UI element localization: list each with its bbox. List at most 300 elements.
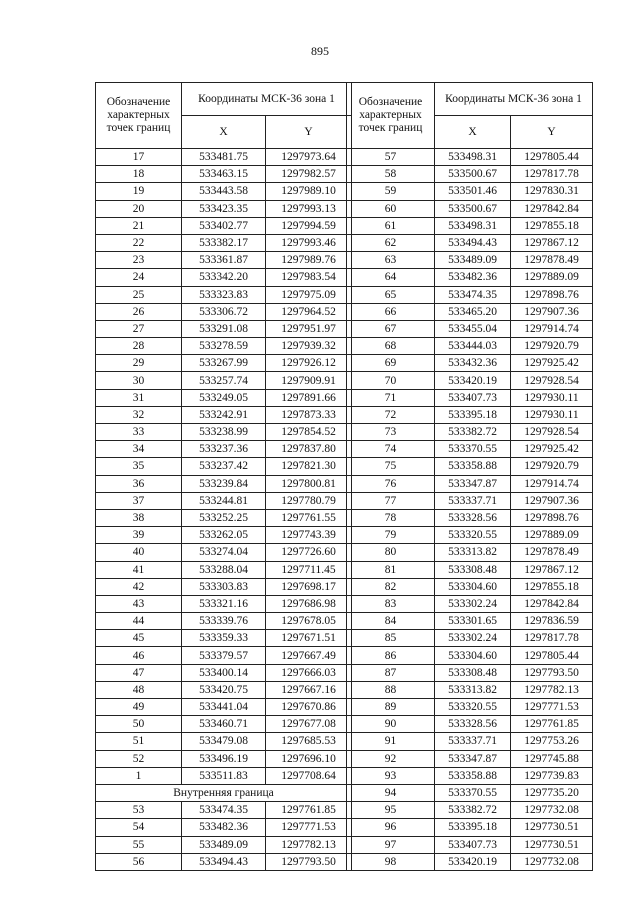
y-coordinate: 1297761.85 bbox=[266, 802, 352, 819]
table-row bbox=[96, 578, 352, 595]
x-coordinate: 533304.60 bbox=[435, 578, 511, 595]
point-number: 56 bbox=[96, 853, 182, 870]
x-coordinate: 533501.46 bbox=[435, 183, 511, 200]
y-coordinate: 1297667.16 bbox=[266, 681, 352, 698]
point-number: 57 bbox=[347, 149, 435, 166]
y-coordinate: 1297964.52 bbox=[266, 303, 352, 320]
point-number: 92 bbox=[347, 750, 435, 767]
y-coordinate: 1297920.79 bbox=[511, 458, 593, 475]
x-coordinate: 533237.42 bbox=[182, 458, 266, 475]
point-number: 35 bbox=[96, 458, 182, 475]
point-number: 86 bbox=[347, 647, 435, 664]
point-number: 45 bbox=[96, 630, 182, 647]
x-coordinate: 533308.48 bbox=[435, 561, 511, 578]
y-coordinate: 1297753.26 bbox=[511, 733, 593, 750]
y-coordinate: 1297878.49 bbox=[511, 544, 593, 561]
x-coordinate: 533498.31 bbox=[435, 217, 511, 234]
point-number: 26 bbox=[96, 303, 182, 320]
table-row bbox=[347, 166, 593, 183]
x-coordinate: 533328.56 bbox=[435, 509, 511, 526]
y-coordinate: 1297889.09 bbox=[511, 527, 593, 544]
table-row bbox=[347, 509, 593, 526]
point-number: 36 bbox=[96, 475, 182, 492]
table-row bbox=[96, 338, 352, 355]
table-row bbox=[347, 716, 593, 733]
x-coordinate: 533244.81 bbox=[182, 492, 266, 509]
x-coordinate: 533407.73 bbox=[435, 389, 511, 406]
y-coordinate: 1297821.30 bbox=[266, 458, 352, 475]
table-row bbox=[347, 664, 593, 681]
table-row bbox=[347, 561, 593, 578]
point-number: 49 bbox=[96, 699, 182, 716]
x-coordinate: 533337.71 bbox=[435, 733, 511, 750]
y-coordinate: 1297805.44 bbox=[511, 647, 593, 664]
point-number: 85 bbox=[347, 630, 435, 647]
table-row bbox=[96, 664, 352, 681]
x-coordinate: 533347.87 bbox=[435, 475, 511, 492]
x-coordinate: 533278.59 bbox=[182, 338, 266, 355]
point-number: 66 bbox=[347, 303, 435, 320]
table-row bbox=[347, 338, 593, 355]
point-number: 51 bbox=[96, 733, 182, 750]
table-row bbox=[96, 595, 352, 612]
y-coordinate: 1297989.10 bbox=[266, 183, 352, 200]
y-coordinate: 1297670.86 bbox=[266, 699, 352, 716]
table-row bbox=[96, 561, 352, 578]
point-number: 24 bbox=[96, 269, 182, 286]
table-row bbox=[96, 149, 352, 166]
y-coordinate: 1297855.18 bbox=[511, 217, 593, 234]
table-row bbox=[347, 234, 593, 251]
point-number: 93 bbox=[347, 767, 435, 784]
table-row bbox=[96, 269, 352, 286]
point-number: 29 bbox=[96, 355, 182, 372]
x-coordinate: 533482.36 bbox=[435, 269, 511, 286]
y-coordinate: 1297889.09 bbox=[511, 269, 593, 286]
y-coordinate: 1297730.51 bbox=[511, 819, 593, 836]
y-coordinate: 1297891.66 bbox=[266, 389, 352, 406]
y-coordinate: 1297878.49 bbox=[511, 252, 593, 269]
y-coordinate: 1297925.42 bbox=[511, 441, 593, 458]
y-coordinate: 1297745.88 bbox=[511, 750, 593, 767]
y-coordinate: 1297975.09 bbox=[266, 286, 352, 303]
x-coordinate: 533482.36 bbox=[182, 819, 266, 836]
table-row bbox=[96, 234, 352, 251]
y-coordinate: 1297855.18 bbox=[511, 578, 593, 595]
table-row bbox=[347, 836, 593, 853]
point-number: 48 bbox=[96, 681, 182, 698]
table-row bbox=[96, 630, 352, 647]
table-row bbox=[96, 802, 352, 819]
point-number: 52 bbox=[96, 750, 182, 767]
x-coordinate: 533420.75 bbox=[182, 681, 266, 698]
x-coordinate: 533358.88 bbox=[435, 458, 511, 475]
y-coordinate: 1297686.98 bbox=[266, 595, 352, 612]
y-coordinate: 1297928.54 bbox=[511, 424, 593, 441]
table-row bbox=[347, 613, 593, 630]
y-coordinate: 1297771.53 bbox=[266, 819, 352, 836]
x-coordinate: 533489.09 bbox=[182, 836, 266, 853]
table-row bbox=[347, 303, 593, 320]
table-row bbox=[347, 595, 593, 612]
table-row bbox=[347, 647, 593, 664]
x-coordinate: 533304.60 bbox=[435, 647, 511, 664]
table-row bbox=[347, 802, 593, 819]
y-coordinate: 1297830.31 bbox=[511, 183, 593, 200]
header-designation: Обозначение характерных точек границ bbox=[96, 83, 182, 149]
point-number: 38 bbox=[96, 509, 182, 526]
y-coordinate: 1297726.60 bbox=[266, 544, 352, 561]
y-coordinate: 1297983.54 bbox=[266, 269, 352, 286]
point-number: 73 bbox=[347, 424, 435, 441]
table-row bbox=[96, 355, 352, 372]
y-coordinate: 1297837.80 bbox=[266, 441, 352, 458]
point-number: 27 bbox=[96, 320, 182, 337]
x-coordinate: 533465.20 bbox=[435, 303, 511, 320]
table-row bbox=[96, 681, 352, 698]
y-coordinate: 1297920.79 bbox=[511, 338, 593, 355]
table-row bbox=[96, 613, 352, 630]
y-coordinate: 1297898.76 bbox=[511, 509, 593, 526]
x-coordinate: 533498.31 bbox=[435, 149, 511, 166]
x-coordinate: 533382.72 bbox=[435, 802, 511, 819]
y-coordinate: 1297928.54 bbox=[511, 372, 593, 389]
table-row bbox=[96, 853, 352, 870]
x-coordinate: 533423.35 bbox=[182, 200, 266, 217]
x-coordinate: 533321.16 bbox=[182, 595, 266, 612]
table-row bbox=[347, 578, 593, 595]
point-number: 58 bbox=[347, 166, 435, 183]
x-coordinate: 533288.04 bbox=[182, 561, 266, 578]
point-number: 54 bbox=[96, 819, 182, 836]
y-coordinate: 1297939.32 bbox=[266, 338, 352, 355]
x-coordinate: 533500.67 bbox=[435, 166, 511, 183]
table-row bbox=[347, 853, 593, 870]
y-coordinate: 1297898.76 bbox=[511, 286, 593, 303]
table-row bbox=[96, 716, 352, 733]
x-coordinate: 533320.55 bbox=[435, 527, 511, 544]
y-coordinate: 1297732.08 bbox=[511, 853, 593, 870]
point-number: 69 bbox=[347, 355, 435, 372]
header-coords: Координаты МСК-36 зона 1 bbox=[182, 83, 352, 116]
table-row bbox=[96, 441, 352, 458]
x-coordinate: 533481.75 bbox=[182, 149, 266, 166]
table-row bbox=[96, 406, 352, 423]
table-row bbox=[347, 441, 593, 458]
y-coordinate: 1297708.64 bbox=[266, 767, 352, 784]
y-coordinate: 1297667.49 bbox=[266, 647, 352, 664]
x-coordinate: 533444.03 bbox=[435, 338, 511, 355]
point-number: 80 bbox=[347, 544, 435, 561]
table-row bbox=[347, 183, 593, 200]
y-coordinate: 1297973.64 bbox=[266, 149, 352, 166]
point-number: 31 bbox=[96, 389, 182, 406]
table-row bbox=[96, 767, 352, 784]
table-row bbox=[347, 252, 593, 269]
table-row bbox=[96, 819, 352, 836]
x-coordinate: 533328.56 bbox=[435, 716, 511, 733]
y-coordinate: 1297873.33 bbox=[266, 406, 352, 423]
x-coordinate: 533494.43 bbox=[182, 853, 266, 870]
x-coordinate: 533242.91 bbox=[182, 406, 266, 423]
point-number: 43 bbox=[96, 595, 182, 612]
y-coordinate: 1297930.11 bbox=[511, 389, 593, 406]
table-row bbox=[96, 458, 352, 475]
point-number: 19 bbox=[96, 183, 182, 200]
y-coordinate: 1297780.79 bbox=[266, 492, 352, 509]
point-number: 46 bbox=[96, 647, 182, 664]
point-number: 37 bbox=[96, 492, 182, 509]
table-row bbox=[96, 320, 352, 337]
table-row bbox=[347, 784, 593, 801]
y-coordinate: 1297817.78 bbox=[511, 166, 593, 183]
y-coordinate: 1297739.83 bbox=[511, 767, 593, 784]
y-coordinate: 1297907.36 bbox=[511, 492, 593, 509]
point-number: 23 bbox=[96, 252, 182, 269]
y-coordinate: 1297982.57 bbox=[266, 166, 352, 183]
point-number: 20 bbox=[96, 200, 182, 217]
x-coordinate: 533382.17 bbox=[182, 234, 266, 251]
point-number: 28 bbox=[96, 338, 182, 355]
x-coordinate: 533337.71 bbox=[435, 492, 511, 509]
table-row bbox=[96, 183, 352, 200]
x-coordinate: 533308.48 bbox=[435, 664, 511, 681]
table-row bbox=[347, 149, 593, 166]
table-row bbox=[347, 492, 593, 509]
x-coordinate: 533460.71 bbox=[182, 716, 266, 733]
y-coordinate: 1297993.13 bbox=[266, 200, 352, 217]
table-row bbox=[347, 750, 593, 767]
y-coordinate: 1297782.13 bbox=[511, 681, 593, 698]
x-coordinate: 533463.15 bbox=[182, 166, 266, 183]
x-coordinate: 533237.36 bbox=[182, 441, 266, 458]
table-row bbox=[347, 200, 593, 217]
x-coordinate: 533323.83 bbox=[182, 286, 266, 303]
y-coordinate: 1297678.05 bbox=[266, 613, 352, 630]
point-number: 33 bbox=[96, 424, 182, 441]
table-row bbox=[96, 475, 352, 492]
x-coordinate: 533347.87 bbox=[435, 750, 511, 767]
point-number: 81 bbox=[347, 561, 435, 578]
section-label: Внутренняя граница bbox=[96, 784, 352, 801]
y-coordinate: 1297711.45 bbox=[266, 561, 352, 578]
y-coordinate: 1297930.11 bbox=[511, 406, 593, 423]
x-coordinate: 533361.87 bbox=[182, 252, 266, 269]
x-coordinate: 533239.84 bbox=[182, 475, 266, 492]
point-number: 87 bbox=[347, 664, 435, 681]
coordinates-table-right bbox=[346, 82, 593, 871]
table-row bbox=[347, 630, 593, 647]
point-number: 42 bbox=[96, 578, 182, 595]
point-number: 78 bbox=[347, 509, 435, 526]
point-number: 39 bbox=[96, 527, 182, 544]
x-coordinate: 533496.19 bbox=[182, 750, 266, 767]
y-coordinate: 1297989.76 bbox=[266, 252, 352, 269]
point-number: 40 bbox=[96, 544, 182, 561]
table-row bbox=[96, 527, 352, 544]
table-row bbox=[347, 699, 593, 716]
point-number: 70 bbox=[347, 372, 435, 389]
table-row bbox=[96, 544, 352, 561]
table-row bbox=[347, 527, 593, 544]
point-number: 77 bbox=[347, 492, 435, 509]
point-number: 50 bbox=[96, 716, 182, 733]
x-coordinate: 533443.58 bbox=[182, 183, 266, 200]
point-number: 60 bbox=[347, 200, 435, 217]
point-number: 68 bbox=[347, 338, 435, 355]
x-coordinate: 533400.14 bbox=[182, 664, 266, 681]
point-number: 76 bbox=[347, 475, 435, 492]
x-coordinate: 533238.99 bbox=[182, 424, 266, 441]
point-number: 79 bbox=[347, 527, 435, 544]
header-coords: Координаты МСК-36 зона 1 bbox=[435, 83, 593, 116]
coordinates-table-left bbox=[95, 82, 352, 871]
point-number: 90 bbox=[347, 716, 435, 733]
point-number: 21 bbox=[96, 217, 182, 234]
y-coordinate: 1297854.52 bbox=[266, 424, 352, 441]
point-number: 1 bbox=[96, 767, 182, 784]
table-row bbox=[347, 424, 593, 441]
y-coordinate: 1297743.39 bbox=[266, 527, 352, 544]
point-number: 71 bbox=[347, 389, 435, 406]
x-coordinate: 533370.55 bbox=[435, 441, 511, 458]
table-row bbox=[347, 819, 593, 836]
point-number: 67 bbox=[347, 320, 435, 337]
x-coordinate: 533395.18 bbox=[435, 819, 511, 836]
x-coordinate: 533262.05 bbox=[182, 527, 266, 544]
y-coordinate: 1297994.59 bbox=[266, 217, 352, 234]
table-row bbox=[347, 372, 593, 389]
table-row bbox=[96, 200, 352, 217]
table-row bbox=[96, 303, 352, 320]
y-coordinate: 1297993.46 bbox=[266, 234, 352, 251]
table-row bbox=[347, 269, 593, 286]
point-number: 25 bbox=[96, 286, 182, 303]
y-coordinate: 1297696.10 bbox=[266, 750, 352, 767]
x-coordinate: 533320.55 bbox=[435, 699, 511, 716]
table-row bbox=[347, 733, 593, 750]
table-row bbox=[347, 320, 593, 337]
y-coordinate: 1297782.13 bbox=[266, 836, 352, 853]
y-coordinate: 1297735.20 bbox=[511, 784, 593, 801]
point-number: 82 bbox=[347, 578, 435, 595]
x-coordinate: 533302.24 bbox=[435, 595, 511, 612]
point-number: 64 bbox=[347, 269, 435, 286]
point-number: 89 bbox=[347, 699, 435, 716]
point-number: 65 bbox=[347, 286, 435, 303]
point-number: 97 bbox=[347, 836, 435, 853]
x-coordinate: 533395.18 bbox=[435, 406, 511, 423]
y-coordinate: 1297730.51 bbox=[511, 836, 593, 853]
table-row bbox=[347, 217, 593, 234]
table-row bbox=[96, 647, 352, 664]
table-row bbox=[96, 217, 352, 234]
x-coordinate: 533257.74 bbox=[182, 372, 266, 389]
x-coordinate: 533500.67 bbox=[435, 200, 511, 217]
y-coordinate: 1297666.03 bbox=[266, 664, 352, 681]
table-row bbox=[96, 166, 352, 183]
table-row bbox=[96, 424, 352, 441]
y-coordinate: 1297914.74 bbox=[511, 475, 593, 492]
x-coordinate: 533359.33 bbox=[182, 630, 266, 647]
x-coordinate: 533432.36 bbox=[435, 355, 511, 372]
section-row bbox=[96, 784, 352, 801]
y-coordinate: 1297907.36 bbox=[511, 303, 593, 320]
x-coordinate: 533274.04 bbox=[182, 544, 266, 561]
x-coordinate: 533511.83 bbox=[182, 767, 266, 784]
y-coordinate: 1297761.85 bbox=[511, 716, 593, 733]
header-x: X bbox=[182, 116, 266, 149]
x-coordinate: 533420.19 bbox=[435, 853, 511, 870]
point-number: 84 bbox=[347, 613, 435, 630]
point-number: 72 bbox=[347, 406, 435, 423]
x-coordinate: 533358.88 bbox=[435, 767, 511, 784]
header-designation: Обозначение характерных точек границ bbox=[347, 83, 435, 149]
y-coordinate: 1297732.08 bbox=[511, 802, 593, 819]
x-coordinate: 533402.77 bbox=[182, 217, 266, 234]
x-coordinate: 533489.09 bbox=[435, 252, 511, 269]
y-coordinate: 1297698.17 bbox=[266, 578, 352, 595]
y-coordinate: 1297867.12 bbox=[511, 234, 593, 251]
point-number: 32 bbox=[96, 406, 182, 423]
table-row bbox=[96, 389, 352, 406]
header-x: X bbox=[435, 116, 511, 149]
page-number: 895 bbox=[311, 44, 329, 58]
table-row bbox=[347, 475, 593, 492]
point-number: 98 bbox=[347, 853, 435, 870]
point-number: 83 bbox=[347, 595, 435, 612]
table-row bbox=[347, 389, 593, 406]
x-coordinate: 533474.35 bbox=[435, 286, 511, 303]
point-number: 59 bbox=[347, 183, 435, 200]
y-coordinate: 1297914.74 bbox=[511, 320, 593, 337]
x-coordinate: 533313.82 bbox=[435, 681, 511, 698]
x-coordinate: 533370.55 bbox=[435, 784, 511, 801]
point-number: 22 bbox=[96, 234, 182, 251]
x-coordinate: 533342.20 bbox=[182, 269, 266, 286]
x-coordinate: 533441.04 bbox=[182, 699, 266, 716]
point-number: 30 bbox=[96, 372, 182, 389]
table-row bbox=[96, 492, 352, 509]
y-coordinate: 1297842.84 bbox=[511, 200, 593, 217]
x-coordinate: 533407.73 bbox=[435, 836, 511, 853]
point-number: 47 bbox=[96, 664, 182, 681]
table-row bbox=[96, 286, 352, 303]
y-coordinate: 1297771.53 bbox=[511, 699, 593, 716]
table-row bbox=[96, 750, 352, 767]
y-coordinate: 1297817.78 bbox=[511, 630, 593, 647]
table-row bbox=[96, 509, 352, 526]
y-coordinate: 1297793.50 bbox=[511, 664, 593, 681]
y-coordinate: 1297867.12 bbox=[511, 561, 593, 578]
point-number: 96 bbox=[347, 819, 435, 836]
point-number: 62 bbox=[347, 234, 435, 251]
point-number: 74 bbox=[347, 441, 435, 458]
y-coordinate: 1297951.97 bbox=[266, 320, 352, 337]
y-coordinate: 1297909.91 bbox=[266, 372, 352, 389]
x-coordinate: 533455.04 bbox=[435, 320, 511, 337]
y-coordinate: 1297836.59 bbox=[511, 613, 593, 630]
x-coordinate: 533306.72 bbox=[182, 303, 266, 320]
y-coordinate: 1297677.08 bbox=[266, 716, 352, 733]
point-number: 63 bbox=[347, 252, 435, 269]
x-coordinate: 533479.08 bbox=[182, 733, 266, 750]
table-row bbox=[96, 372, 352, 389]
y-coordinate: 1297800.81 bbox=[266, 475, 352, 492]
point-number: 95 bbox=[347, 802, 435, 819]
x-coordinate: 533313.82 bbox=[435, 544, 511, 561]
point-number: 44 bbox=[96, 613, 182, 630]
